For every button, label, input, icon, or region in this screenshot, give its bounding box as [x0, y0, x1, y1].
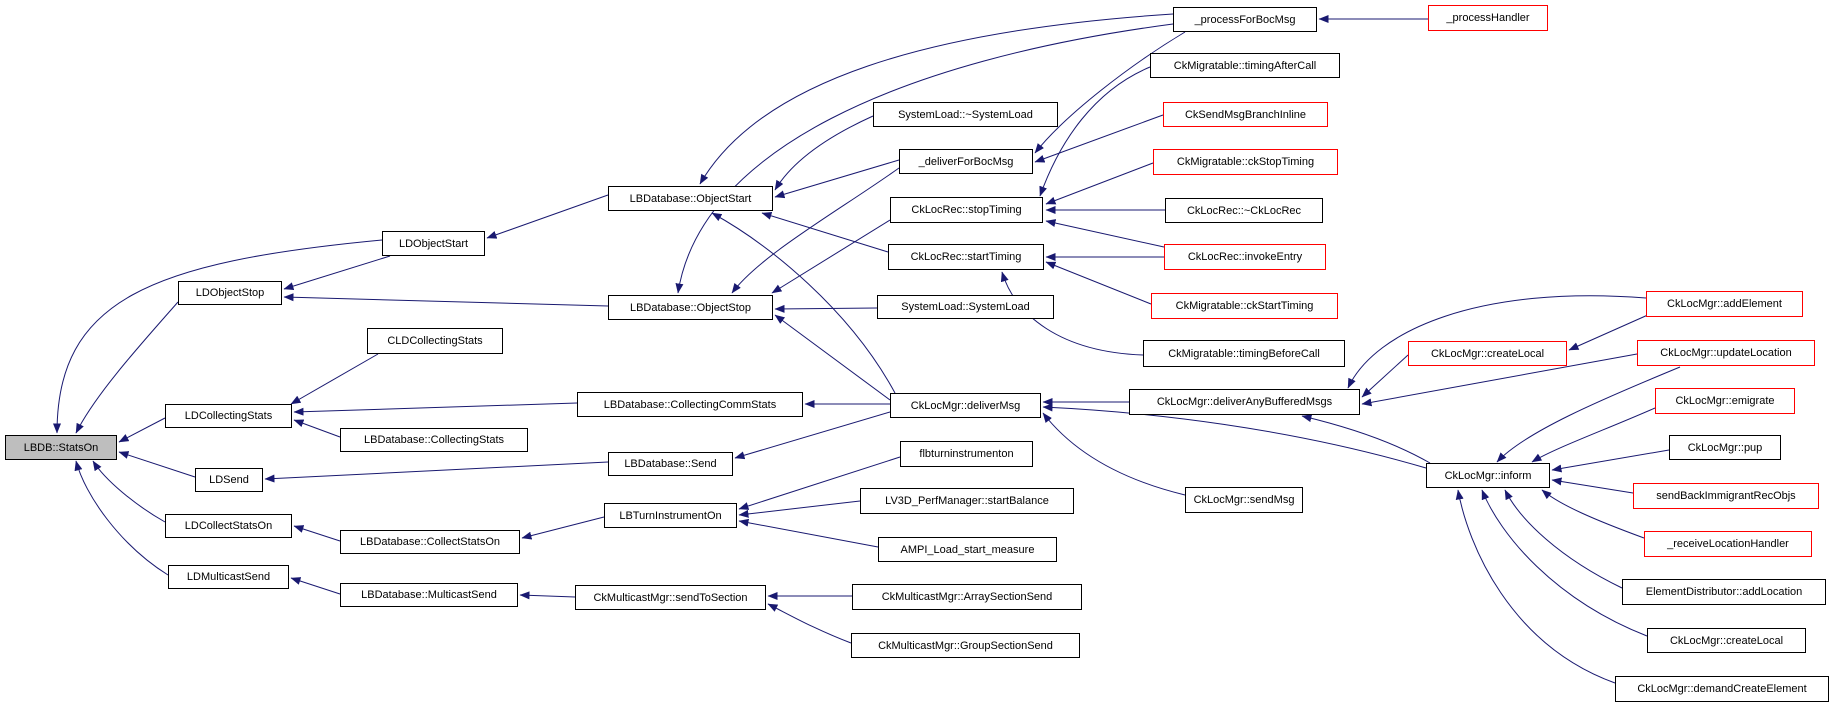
edge-ckStartTiming-to-startTiming: [1046, 262, 1151, 304]
node-sendMsgBranchInline[interactable]: CkSendMsgBranchInline: [1163, 102, 1328, 127]
node-ampi[interactable]: AMPI_Load_start_measure: [878, 537, 1057, 562]
node-timingBeforeCall[interactable]: CkMigratable::timingBeforeCall: [1143, 340, 1345, 367]
node-locRecDtor[interactable]: CkLocRec::~CkLocRec: [1165, 198, 1323, 223]
node-ldMulticastSend[interactable]: LDMulticastSend: [168, 565, 289, 589]
node-arraySend[interactable]: CkMulticastMgr::ArraySectionSend: [852, 584, 1082, 610]
node-addElement[interactable]: CkLocMgr::addElement: [1646, 291, 1803, 317]
edge-timingAfterCall-to-stopTiming: [1040, 67, 1150, 196]
node-ldCollectStatsOn[interactable]: LDCollectStatsOn: [165, 514, 292, 538]
node-invokeEntry[interactable]: CkLocRec::invokeEntry: [1164, 244, 1326, 270]
node-cldCollectingStats[interactable]: CLDCollectingStats: [367, 328, 503, 354]
node-recvLocHandler[interactable]: _receiveLocationHandler: [1644, 531, 1812, 557]
edge-ldSend-to-statsOn: [119, 452, 195, 477]
edge-ampi-to-turnInstrOn: [739, 521, 878, 547]
edge-ldMulticastSend-to-statsOn: [76, 461, 168, 575]
node-lbdbCollectStatsOn[interactable]: LBDatabase::CollectStatsOn: [340, 530, 520, 554]
edge-commStats-to-ldCollectingStats: [294, 403, 577, 412]
edge-createLocalBlack-to-inform: [1482, 490, 1647, 636]
edge-turnInstrOn-to-lbdbCollectStatsOn: [522, 517, 604, 538]
node-lbdbObjectStart[interactable]: LBDatabase::ObjectStart: [608, 186, 773, 211]
edge-demandCreate-to-inform: [1458, 490, 1615, 683]
edge-updateLocation-to-inform: [1497, 367, 1680, 462]
node-turnInstrOn[interactable]: LBTurnInstrumentOn: [604, 503, 737, 528]
node-collStats[interactable]: LBDatabase::CollectingStats: [340, 428, 528, 452]
edge-sysLoadDtor-to-lbdbObjectStart: [775, 116, 873, 190]
edge-deliverForBocMsg-to-lbdbObjectStart: [775, 160, 899, 197]
edge-elemDistAdd-to-inform: [1505, 490, 1622, 588]
node-processHandler[interactable]: _processHandler: [1428, 5, 1548, 31]
node-inform[interactable]: CkLocMgr::inform: [1426, 463, 1550, 488]
edge-ckStopTiming-to-stopTiming: [1046, 163, 1153, 204]
node-deliverMsg[interactable]: CkLocMgr::deliverMsg: [890, 393, 1041, 418]
edge-ldObjectStop-to-statsOn: [76, 302, 178, 433]
node-elemDistAdd[interactable]: ElementDistributor::addLocation: [1622, 579, 1826, 605]
node-lv3d[interactable]: LV3D_PerfManager::startBalance: [860, 488, 1074, 514]
node-statsOn: LBDB::StatsOn: [5, 435, 117, 460]
node-deliverForBocMsg[interactable]: _deliverForBocMsg: [899, 149, 1033, 174]
edge-lbdbSend-to-ldSend: [265, 462, 608, 479]
edge-ldCollectStatsOn-to-statsOn: [93, 461, 165, 522]
node-ldCollectingStats[interactable]: LDCollectingStats: [165, 404, 292, 428]
node-ckStartTiming[interactable]: CkMigratable::ckStartTiming: [1151, 293, 1338, 319]
node-createLocalRed[interactable]: CkLocMgr::createLocal: [1408, 341, 1567, 366]
node-startTiming[interactable]: CkLocRec::startTiming: [888, 244, 1044, 270]
node-processForBocMsg[interactable]: _processForBocMsg: [1173, 7, 1317, 32]
node-lbdbMulticastSend[interactable]: LBDatabase::MulticastSend: [340, 583, 518, 607]
edge-sysLoadCtor-to-lbdbObjectStop: [775, 308, 877, 309]
node-emigrate[interactable]: CkLocMgr::emigrate: [1655, 388, 1795, 414]
node-demandCreate[interactable]: CkLocMgr::demandCreateElement: [1615, 676, 1829, 702]
edge-inform-to-deliverAny: [1302, 416, 1430, 463]
edge-createLocalRed-to-deliverAny: [1362, 355, 1408, 397]
node-ldObjectStart[interactable]: LDObjectStart: [382, 231, 485, 256]
edge-pup-to-inform: [1552, 450, 1669, 470]
edge-sendMsg-to-deliverMsg: [1043, 413, 1185, 495]
node-stopTiming[interactable]: CkLocRec::stopTiming: [890, 197, 1043, 223]
node-sysLoadDtor[interactable]: SystemLoad::~SystemLoad: [873, 102, 1058, 127]
edge-cldCollectingStats-to-ldCollectingStats: [291, 354, 378, 404]
node-deliverAny[interactable]: CkLocMgr::deliverAnyBufferedMsgs: [1129, 389, 1360, 415]
node-lbdbObjectStop[interactable]: LBDatabase::ObjectStop: [608, 295, 773, 320]
edge-lbdbMulticastSend-to-ldMulticastSend: [291, 578, 340, 594]
node-timingAfterCall[interactable]: CkMigratable::timingAfterCall: [1150, 53, 1340, 78]
edge-emigrate-to-inform: [1532, 408, 1655, 462]
edge-groupSend-to-sendToSection: [768, 604, 851, 643]
node-updateLocation[interactable]: CkLocMgr::updateLocation: [1637, 340, 1815, 366]
node-commStats[interactable]: LBDatabase::CollectingCommStats: [577, 392, 803, 417]
edge-stopTiming-to-lbdbObjectStop: [772, 220, 890, 293]
node-sysLoadCtor[interactable]: SystemLoad::SystemLoad: [877, 295, 1054, 319]
edge-lbdbObjectStop-to-ldObjectStop: [284, 297, 608, 306]
edge-ldObjectStart-to-ldObjectStop: [284, 256, 390, 289]
node-ldObjectStop[interactable]: LDObjectStop: [178, 281, 282, 305]
edge-sendToSection-to-lbdbMulticastSend: [520, 595, 575, 597]
node-flbturn[interactable]: flbturninstrumenton: [900, 441, 1033, 467]
edge-collStats-to-ldCollectingStats: [294, 420, 340, 437]
edge-ldCollectingStats-to-statsOn: [119, 418, 165, 442]
node-createLocalBlack[interactable]: CkLocMgr::createLocal: [1647, 628, 1806, 653]
edge-deliverMsg-to-lbdbSend: [735, 412, 890, 458]
node-pup[interactable]: CkLocMgr::pup: [1669, 435, 1781, 460]
edge-lbdbObjectStart-to-ldObjectStart: [487, 195, 608, 238]
edge-lbdbCollectStatsOn-to-ldCollectStatsOn: [294, 526, 340, 541]
edge-invokeEntry-to-stopTiming: [1046, 221, 1164, 247]
edge-inform-to-deliverMsg: [1043, 407, 1426, 468]
node-ckStopTiming[interactable]: CkMigratable::ckStopTiming: [1153, 149, 1338, 175]
node-sendMsg[interactable]: CkLocMgr::sendMsg: [1185, 487, 1303, 513]
node-sendBack[interactable]: sendBackImmigrantRecObjs: [1633, 483, 1819, 509]
node-ldSend[interactable]: LDSend: [195, 468, 263, 492]
edge-sendBack-to-inform: [1552, 480, 1633, 493]
node-groupSend[interactable]: CkMulticastMgr::GroupSectionSend: [851, 633, 1080, 658]
edge-recvLocHandler-to-inform: [1542, 490, 1644, 538]
node-sendToSection[interactable]: CkMulticastMgr::sendToSection: [575, 585, 766, 610]
node-lbdbSend[interactable]: LBDatabase::Send: [608, 452, 733, 476]
